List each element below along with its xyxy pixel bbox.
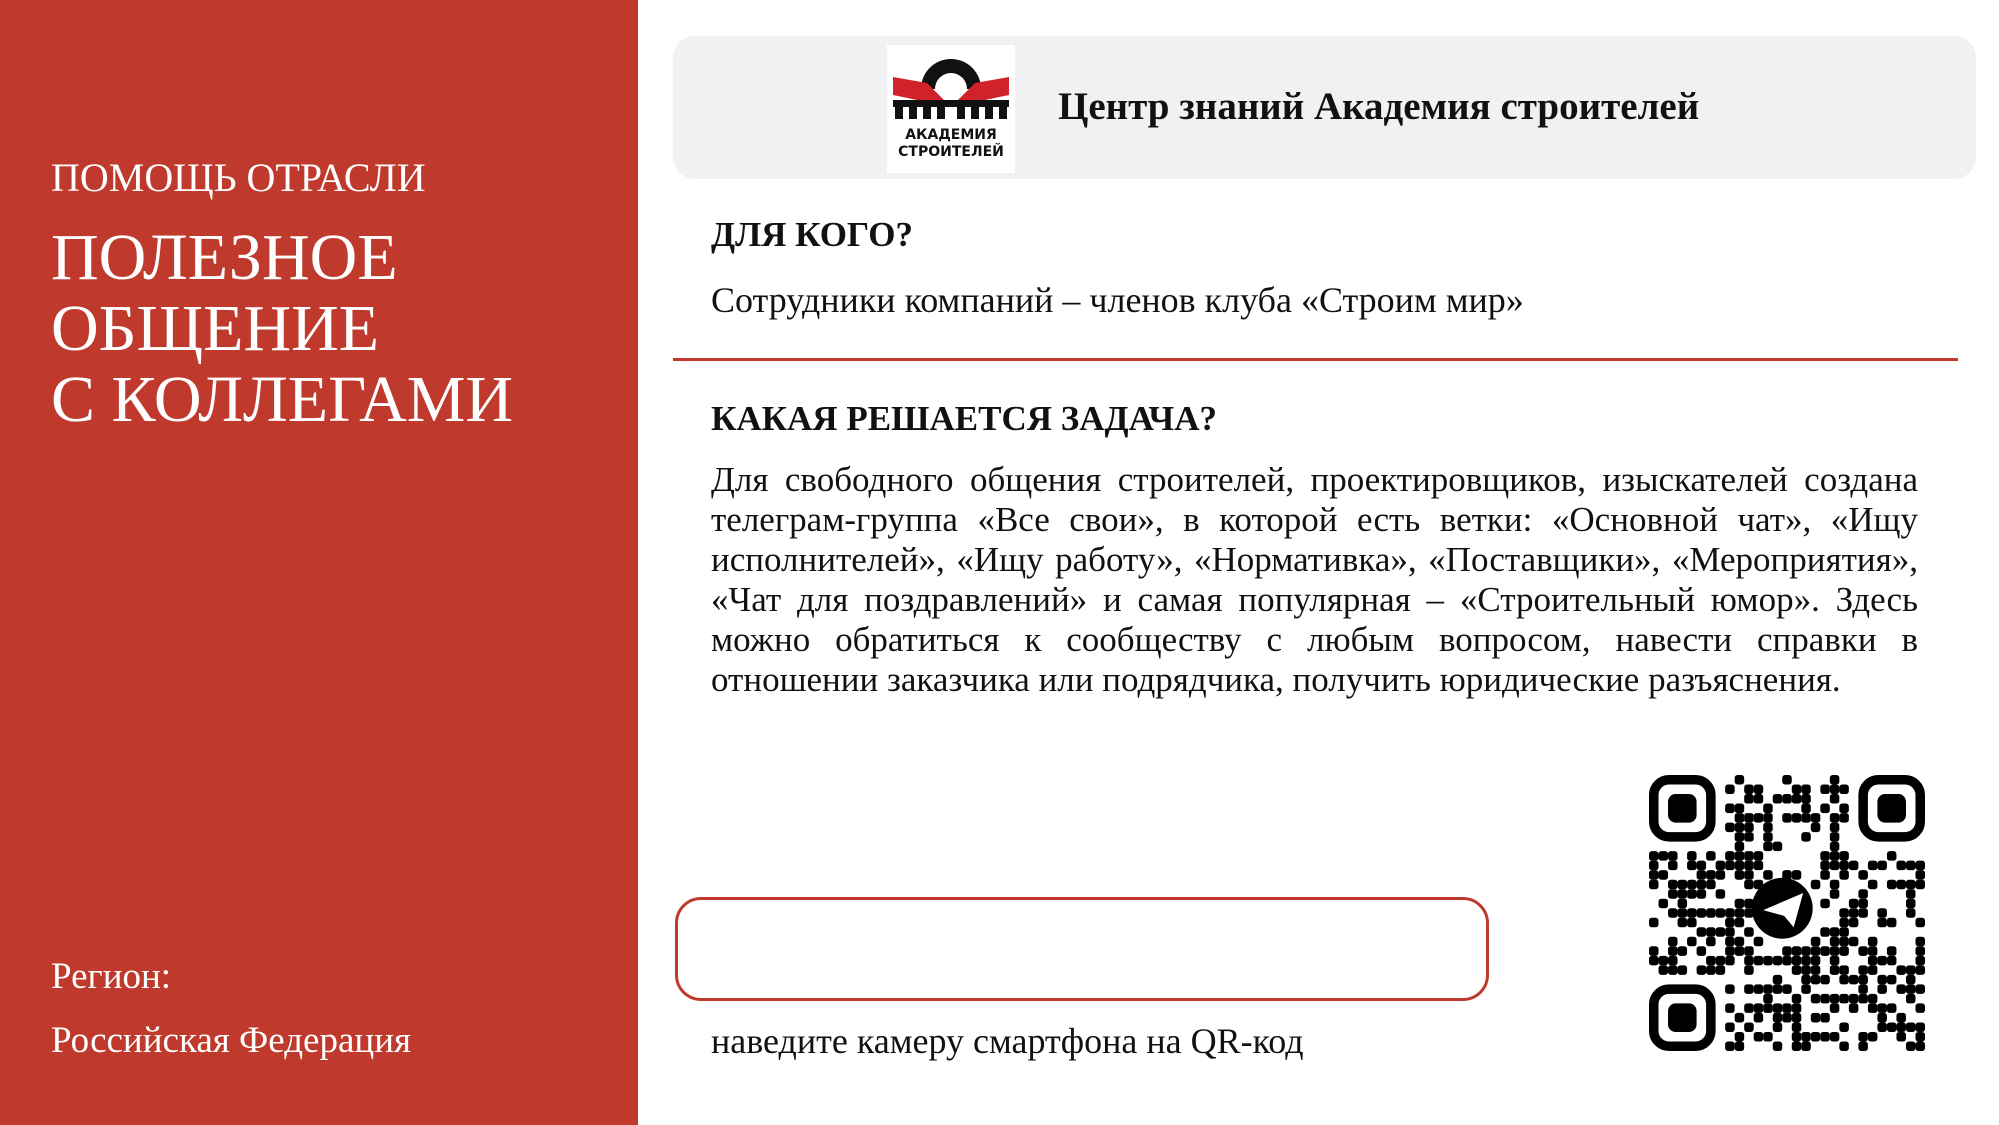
qr-code[interactable]: [1649, 775, 1925, 1051]
page-title: [51, 222, 513, 435]
title-line: ОБЩЕНИЕ: [51, 292, 380, 365]
empty-outlined-box: [675, 897, 1489, 1001]
qr-caption: наведите камеру смартфона на QR-код: [711, 1021, 1304, 1061]
who-text: Сотрудники компаний – членов клуба «Строим мир»: [711, 280, 1524, 320]
task-text: Для свободного общения строителей, проектировщиков, изыскателей создана телеграм-группа «Все свои», в которой есть ветки: «Основной чат», «Ищу исполнителей», «Ищу работу», «Нормативка», «Поставщики», «Мероприятия», «Чат для поздравлений» и самая популярная – «Строительный юмор». Здесь можно обратиться к сообществу с любым вопросом, навести справки в отношении заказчика или подрядчика, получить юридические разъяснения.: [711, 460, 1918, 699]
region-label: Регион:: [51, 956, 172, 997]
who-heading: ДЛЯ КОГО?: [711, 215, 914, 254]
academy-logo: [887, 45, 1015, 173]
telegram-icon: [1752, 878, 1813, 939]
left-panel: [0, 0, 638, 1125]
task-heading: КАКАЯ РЕШАЕТСЯ ЗАДАЧА?: [711, 399, 1218, 438]
logo-text-line: АКАДЕМИЯ: [905, 127, 997, 143]
title-line: ПОЛЕЗНОЕ: [51, 221, 398, 294]
section-kicker: ПОМОЩЬ ОТРАСЛИ: [51, 155, 426, 200]
section-divider: [673, 358, 1958, 361]
logo-text-line: СТРОИТЕЛЕЙ: [898, 144, 1004, 160]
header-title: Центр знаний Академия строителей: [1058, 85, 1700, 128]
region-value: Российская Федерация: [51, 1020, 412, 1061]
header-banner: [673, 36, 1976, 179]
logo-emblem-icon: [887, 45, 1015, 125]
title-line: С КОЛЛЕГАМИ: [51, 363, 514, 436]
